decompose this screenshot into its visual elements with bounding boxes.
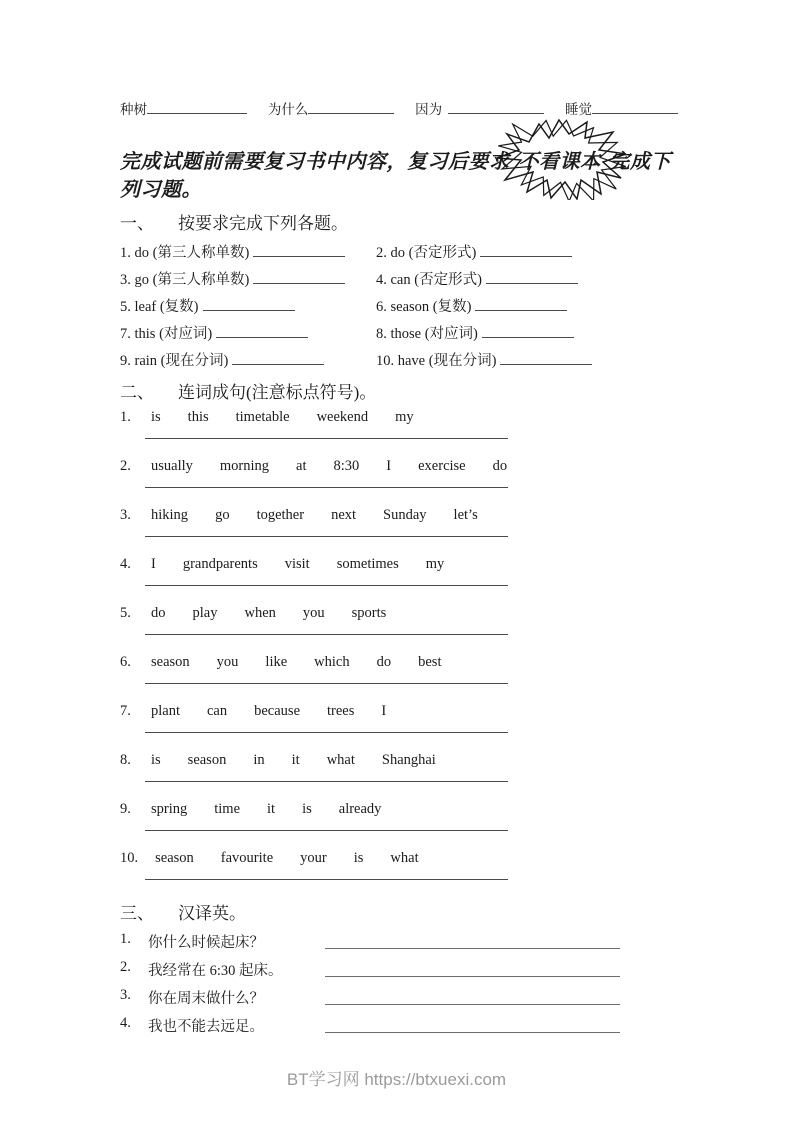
word-token: I — [151, 556, 156, 572]
word-token: time — [214, 801, 241, 817]
word-form-blank — [203, 296, 295, 311]
word-form-label: 2. do (否定形式) — [376, 245, 477, 261]
word-token: season — [155, 850, 194, 866]
sentence-item — [120, 507, 678, 537]
word-token: timetable — [235, 409, 290, 425]
translation-row — [120, 987, 678, 1008]
word-token: go — [215, 507, 230, 523]
word-token: it — [291, 752, 300, 768]
word-form-label: 6. season (复数) — [376, 299, 472, 315]
word-form-blank — [482, 323, 574, 338]
translation-row — [120, 931, 678, 952]
sentence-item — [120, 703, 678, 733]
word-form-item — [376, 349, 678, 370]
word-token: play — [192, 605, 218, 621]
word-token: sometimes — [336, 556, 399, 572]
section-three-items — [120, 931, 678, 1036]
word-token: can — [207, 703, 228, 719]
word-token: because — [254, 703, 301, 719]
item-number: 9. — [120, 801, 131, 817]
sentence-item — [120, 458, 678, 488]
item-number: 3. — [120, 507, 131, 523]
sentence-item — [120, 850, 678, 880]
word-form-item — [120, 295, 376, 316]
notice-highlight-text: 不看课本 — [518, 151, 601, 173]
word-form-item — [376, 268, 678, 289]
item-number: 1. — [120, 409, 131, 425]
word-token: like — [265, 654, 288, 670]
vocab-item — [268, 98, 395, 118]
word-form-item — [120, 268, 376, 289]
word-form-item — [120, 322, 376, 343]
word-token: when — [244, 605, 276, 621]
word-token: hiking — [151, 507, 189, 523]
vocab-blank — [448, 100, 544, 114]
word-form-blank — [232, 350, 324, 365]
worksheet-content — [120, 98, 678, 1036]
vocab-item — [565, 98, 678, 118]
notice-highlight — [519, 148, 601, 176]
vocab-label: 为什么 — [267, 102, 309, 117]
vocab-row — [120, 98, 678, 118]
word-form-item — [120, 349, 376, 370]
word-token: is — [151, 409, 161, 425]
word-form-blank — [480, 242, 572, 257]
item-number: 3. — [120, 987, 131, 1003]
section-three-heading — [120, 899, 678, 924]
sentence-words — [120, 556, 678, 573]
sentence-words — [120, 507, 678, 524]
sentence-words — [120, 703, 678, 720]
word-token: is — [302, 801, 312, 817]
vocab-blank — [147, 100, 247, 114]
word-token: do — [151, 605, 166, 621]
answer-line — [145, 634, 508, 635]
translation-text: 你在周末做什么？ — [148, 991, 264, 1007]
word-form-label: 10. have (现在分词) — [376, 353, 497, 369]
translation-row — [120, 1015, 678, 1036]
word-token: exercise — [418, 458, 466, 474]
word-token: my — [395, 409, 414, 425]
word-token: Shanghai — [381, 752, 436, 768]
word-token: season — [187, 752, 227, 768]
section-two-items — [120, 409, 678, 880]
word-form-blank — [500, 350, 592, 365]
word-token: I — [386, 458, 392, 474]
section-one-number: 一、 — [120, 214, 154, 233]
word-form-label: 7. this (对应词) — [120, 326, 213, 342]
vocab-item — [415, 98, 544, 118]
item-number: 2. — [120, 959, 131, 975]
answer-line — [145, 830, 508, 831]
word-token: I — [381, 703, 387, 719]
word-form-label: 1. do (第三人称单数) — [120, 245, 250, 261]
sentence-words — [120, 752, 678, 769]
word-form-label: 8. those (对应词) — [376, 326, 478, 342]
sentence-words — [120, 801, 678, 818]
word-token: you — [216, 654, 239, 670]
sentence-item — [120, 752, 678, 782]
answer-line — [145, 585, 508, 586]
translation-blank — [325, 931, 620, 949]
word-form-item — [376, 241, 678, 262]
section-one-items — [120, 241, 678, 370]
item-number: 2. — [120, 458, 131, 474]
sentence-item — [120, 654, 678, 684]
sentence-item — [120, 556, 678, 586]
word-token: do — [376, 654, 392, 670]
section-three-title: 汉译英。 — [178, 904, 246, 923]
word-form-blank — [253, 242, 345, 257]
answer-line — [145, 732, 508, 733]
item-number: 7. — [120, 703, 131, 719]
translation-text: 我经常在 6:30 起床。 — [148, 963, 283, 979]
sentence-words — [120, 409, 678, 426]
word-token: already — [338, 801, 382, 817]
section-one-heading — [120, 209, 678, 234]
sentence-item — [120, 605, 678, 635]
word-token: your — [300, 850, 327, 866]
item-number: 4. — [120, 1015, 131, 1031]
translation-text: 你什么时候起床？ — [148, 935, 264, 951]
word-token: season — [151, 654, 190, 670]
word-form-item — [376, 322, 678, 343]
answer-line — [145, 536, 508, 537]
word-token: trees — [327, 703, 355, 719]
word-token: spring — [151, 801, 188, 817]
sentence-words — [120, 850, 678, 867]
word-token: together — [256, 507, 305, 523]
word-token: morning — [219, 458, 270, 474]
item-number: 1. — [120, 931, 131, 947]
word-token: at — [296, 458, 307, 474]
word-token: sports — [351, 605, 387, 621]
word-token: in — [253, 752, 265, 768]
section-two-title: 连词成句(注意标点符号)。 — [178, 383, 377, 402]
vocab-label: 因为 — [415, 102, 443, 117]
word-token: 8:30 — [333, 458, 360, 474]
word-form-blank — [486, 269, 578, 284]
word-token: favourite — [220, 850, 274, 866]
translation-blank — [325, 1015, 620, 1033]
word-form-label: 5. leaf (复数) — [120, 299, 199, 315]
word-token: Sunday — [383, 507, 427, 523]
word-token: is — [151, 752, 161, 768]
word-form-label: 9. rain (现在分词) — [120, 353, 229, 369]
answer-line — [145, 781, 508, 782]
translation-text: 我也不能去远足。 — [148, 1019, 264, 1035]
word-token: what — [326, 752, 355, 768]
word-token: what — [390, 850, 419, 866]
word-form-item — [376, 295, 678, 316]
vocab-label: 种树 — [120, 102, 147, 117]
translation-blank — [325, 959, 620, 977]
section-two-number: 二、 — [120, 383, 154, 402]
word-token: plant — [151, 703, 180, 719]
item-number: 8. — [120, 752, 131, 768]
answer-line — [145, 683, 508, 684]
word-token: weekend — [316, 409, 369, 425]
word-token: do — [492, 458, 508, 474]
word-form-item — [120, 241, 376, 262]
sentence-words — [120, 605, 678, 622]
section-one-title: 按要求完成下列各题。 — [178, 214, 348, 233]
word-token: this — [187, 409, 209, 425]
section-three-number: 三、 — [120, 904, 154, 923]
word-form-blank — [475, 296, 567, 311]
sentence-words — [120, 458, 678, 475]
vocab-label: 睡觉 — [564, 102, 592, 117]
item-number: 10. — [120, 850, 139, 866]
vocab-item — [120, 98, 247, 118]
word-token: next — [331, 507, 357, 523]
section-two-heading — [120, 378, 678, 403]
sentence-item — [120, 409, 678, 439]
item-number: 5. — [120, 605, 131, 621]
word-form-blank — [216, 323, 308, 338]
vocab-blank — [308, 100, 394, 114]
item-number: 4. — [120, 556, 131, 572]
notice-text-before: 完成试题前需要复习书中内容，复习后要求 — [120, 151, 510, 173]
notice-text-after: 完成下列习题。 — [120, 151, 671, 201]
word-token: visit — [284, 556, 310, 572]
word-token: is — [353, 850, 364, 866]
word-form-label: 3. go (第三人称单数) — [120, 272, 250, 288]
word-token: it — [267, 801, 276, 817]
vocab-blank — [592, 100, 678, 114]
word-token: my — [425, 556, 445, 572]
word-form-label: 4. can (否定形式) — [376, 272, 482, 288]
sentence-item — [120, 801, 678, 831]
translation-blank — [325, 987, 620, 1005]
translation-row — [120, 959, 678, 980]
item-number: 6. — [120, 654, 131, 670]
answer-line — [145, 438, 508, 439]
answer-line — [145, 879, 508, 880]
word-token: you — [302, 605, 325, 621]
word-token: let’s — [453, 507, 478, 523]
word-token: grandparents — [182, 556, 258, 572]
review-notice — [120, 148, 678, 204]
word-token: usually — [151, 458, 193, 474]
word-token: which — [314, 654, 350, 670]
page-footer: BT学习网 https://btxuexi.com — [286, 1070, 507, 1089]
word-form-blank — [253, 269, 345, 284]
answer-line — [145, 487, 508, 488]
word-token: best — [418, 654, 442, 670]
sentence-words — [120, 654, 678, 671]
